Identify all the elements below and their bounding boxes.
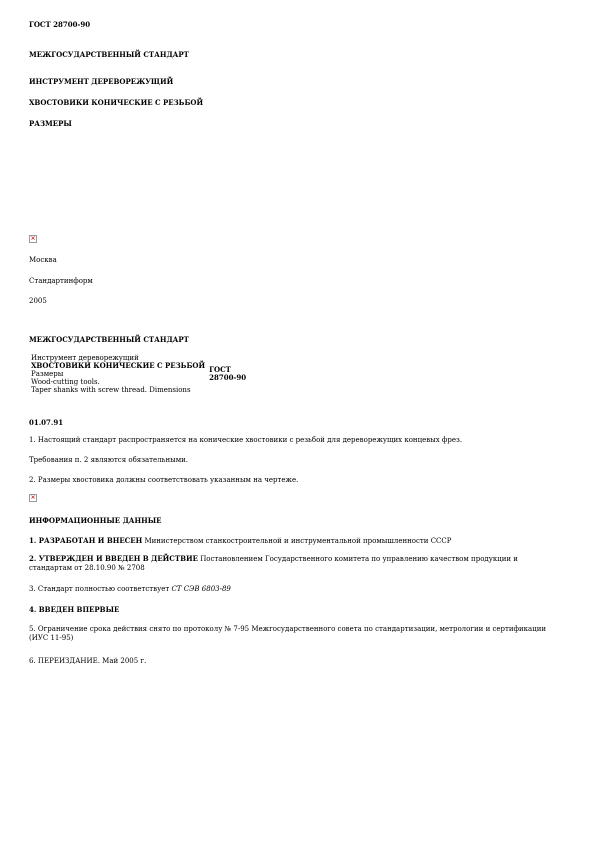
body-paragraph-3: 2. Размеры хвостовика должны соответствовать указанным на чертеже. <box>29 476 299 484</box>
standard-type-header: МЕЖГОСУДАРСТВЕННЫЙ СТАНДАРТ <box>29 50 189 59</box>
russian-title-line-1: Инструмент дереворежущий <box>31 354 139 362</box>
imprint-city: Москва <box>29 256 57 264</box>
info-item-2-label: 2. УТВЕРЖДЕН И ВВЕДЕН В ДЕЙСТВИЕ <box>29 554 198 563</box>
info-item-2-text: Постановлением Государственного комитета по управлению качеством продукции и стандартам от 28.10.90 № 2708 <box>29 555 518 572</box>
imprint-year: 2005 <box>29 297 47 305</box>
info-item-2 <box>29 554 559 573</box>
broken-image-glyph: × <box>30 235 36 242</box>
russian-title-line-3: Размеры <box>31 370 64 378</box>
info-item-6: 6. ПЕРЕИЗДАНИЕ. Май 2005 г. <box>29 657 147 665</box>
info-item-3-text: 3. Стандарт полностью соответствует <box>29 585 170 593</box>
info-item-1 <box>29 536 451 546</box>
gost-label: ГОСТ <box>209 365 231 374</box>
info-item-1-text: Министерством станкостроительной и инструментальной промышленности СССР <box>144 537 452 545</box>
english-title-line-1: Wood-cutting tools. <box>31 378 100 386</box>
title-line-2: ХВОСТОВИКИ КОНИЧЕСКИЕ С РЕЗЬБОЙ <box>29 98 204 107</box>
title-block-code <box>207 354 248 394</box>
english-title-line-2: Taper shanks with screw thread. Dimensions <box>31 386 191 394</box>
standard-type-title-block: МЕЖГОСУДАРСТВЕННЫЙ СТАНДАРТ <box>29 335 189 344</box>
imprint-publisher: Стандартинформ <box>29 277 93 285</box>
body-paragraph-2: Требования п. 2 являются обязательными. <box>29 456 189 464</box>
body-paragraph-1: 1. Настоящий стандарт распространяется на конические хвостовики с резьбой для дереворежущих концевых фрез. <box>29 436 463 444</box>
broken-image-icon <box>29 235 37 243</box>
title-block-names <box>29 354 207 394</box>
gost-code-header: ГОСТ 28700-90 <box>29 20 91 29</box>
info-item-3 <box>29 585 231 594</box>
title-line-1: ИНСТРУМЕНТ ДЕРЕВОРЕЖУЩИЙ <box>29 77 174 86</box>
effective-date: 01.07.91 <box>29 418 64 427</box>
info-item-4: 4. ВВЕДЕН ВПЕРВЫЕ <box>29 605 120 614</box>
broken-image-glyph-drawing: × <box>30 494 36 501</box>
title-line-3: РАЗМЕРЫ <box>29 119 72 128</box>
info-heading: ИНФОРМАЦИОННЫЕ ДАННЫЕ <box>29 516 162 525</box>
info-item-1-label: 1. РАЗРАБОТАН И ВНЕСЕН <box>29 536 143 545</box>
title-block-table <box>29 354 248 394</box>
broken-image-icon-drawing <box>29 494 37 502</box>
gost-number: 28700-90 <box>209 373 247 382</box>
info-item-3-reference: СТ СЭВ 6803-89 <box>171 585 231 593</box>
info-item-5: 5. Ограничение срока действия снято по протоколу № 7-95 Межгосударственного совета по стандартизации, метрологии и сертификации (ИУС 11-95) <box>29 625 547 642</box>
russian-title-line-2: ХВОСТОВИКИ КОНИЧЕСКИЕ С РЕЗЬБОЙ <box>31 361 206 370</box>
